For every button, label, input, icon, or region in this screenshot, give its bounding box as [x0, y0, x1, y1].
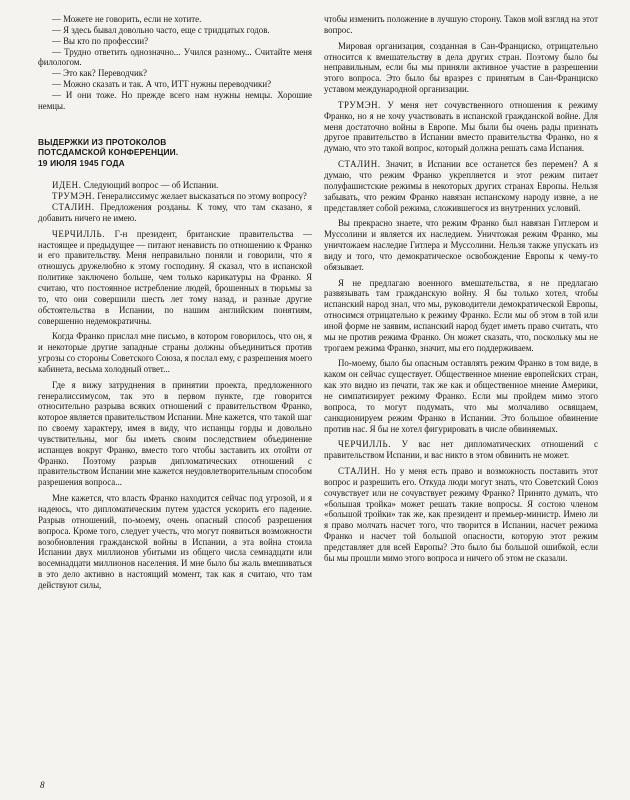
speaker-name: ЧЕРЧИЛЛЬ.: [52, 228, 106, 239]
speaker-name: ИДЕН.: [52, 180, 82, 191]
paragraph-text: Мне кажется, что власть Франко находится сейчас под угрозой, и я надеюсь, что дипломатическим путем удастся ускорить его падение. Разрыв отношений, по-моему, очень опасный способ разрешения вопроса. Кроме того, следует учесть, что могут появиться возможности возобновления гражданской войны в Испании, а эта война стоила Испании двух миллионов убитыми из общего числа семнадцати или восемнадцати миллионов населения. И мне было бы жаль вмешиваться в это дело активно в настоящий момент, так как я считаю, что там действуют силы,: [38, 493, 312, 590]
paragraph-text: Генералиссимус желает высказаться по этому вопросу?: [95, 191, 307, 202]
paragraph-text: Где я вижу затруднения в принятии проекта, предложенного генералиссимусом, так это в первом пункте, где говорится относительно разрыва всяких отношений с правительством Франко, которое является правительством Испании. Мне кажется, что такой шаг по своему характеру, имея в виду, что испанцы горды и довольно чувствительны, мог бы иметь своим последствием объединение испанцев вокруг Франко, вместо того чтобы заставить их отойти от Франко. Поэтому разрыв дипломатических отношений с правительством Испании мне кажется неудовлетворительным способом разрешения вопроса...: [38, 379, 312, 488]
protocol-paragraph: [38, 202, 312, 224]
right-column: [324, 14, 598, 794]
paragraph-text: Но у меня есть право и возможность поставить этот вопрос и разрешить его. Откуда люди могут знать, что Советский Союз сочувствует или не сочувствует режиму Франко? Принято думать, что «большая тройка» может решать такие вопросы. Я состою членом «большой тройки» так же, как президент и премьер-министр. Имею ли я право молчать насчет того, что творится в Испании, насчет режима Франко и насчет той большой опасности, которую этот режим представляет для всей Европы? Это было бы большой ошибкой, если бы мы прошли мимо этого вопроса и ничего об этом не сказали.: [324, 466, 598, 563]
dialogue-line: — И они тоже. Но прежде всего нам нужны немцы. Хорошие немцы.: [38, 89, 312, 111]
dialogue-line: — Трудно ответить однозначно... Учился разному... Считайте меня филологом.: [38, 46, 312, 68]
speaker-name: СТАЛИН.: [338, 159, 381, 170]
paragraph-text: Когда Франко прислал мне письмо, в котором говорилось, что он, я и некоторые другие западные страны должны объединиться против угрозы со стороны Советского Союза, я послал ему, с разрешения моего кабинета, весьма холодный ответ...: [38, 331, 313, 374]
dialogue-line: — Вы кто по профессии?: [52, 35, 149, 46]
dialogue-line: — Можно сказать и так. А что, ИТТ нужны переводчики?: [52, 79, 272, 90]
protocol-paragraph: [38, 493, 312, 591]
heading-line: ВЫДЕРЖКИ ИЗ ПРОТОКОЛОВ: [38, 136, 167, 147]
paragraph-text: чтобы изменить положение в лучшую сторону. Таков мой взгляд на этот вопрос.: [324, 14, 598, 35]
heading-line: ПОТСДАМСКОЙ КОНФЕРЕНЦИИ.: [38, 147, 179, 158]
paragraph-text: Г-н президент, британские правительства — настоящее и предыдущее — питают ненависть по отношению к Франко и его правительству. Меня неправильно поняли и говорили, что я отношусь дружелюбно к этому господину. Я сказал, что в испанской политике заключено больше, чем только карикатуры на Франко. Я считаю, что постоянное истребление людей, брошенных в тюрьмы за то, что они совершили шесть лет тому назад, и разные другие обстоятельства в Испании, по нашим английским понятиям, совершенно недемократичны.: [38, 228, 312, 326]
section-heading: [38, 137, 312, 169]
paragraph-text: Мировая организация, созданная в Сан-Франциско, отрицательно относится к вмешательству в дела других стран. Поэтому было бы неправильным, если бы мы приняли активное участие в разрешении этого вопроса. Это было бы вразрез с принятым в Сан-Франциско уставом международной организации.: [324, 40, 598, 95]
paragraph-text: По-моему, было бы опасным оставлять режим Франко в том виде, в каком он сейчас существует. Общественное мнение европейских стран, как это видно из печати, так же как и общественное мнение Америки, не симпатизирует режиму Франко. Если мы пройдем мимо этого вопроса, то могут подумать, что мы молчаливо освящаем, санкционируем режим Франко в Испании. Это большое обвинение против нас. Я бы не хотел фигурировать в числе обвиняемых.: [324, 358, 598, 434]
dialogue-line: — Я здесь бывал довольно часто, еще с тридцатых годов.: [52, 24, 270, 35]
speaker-name: ТРУМЭН.: [52, 191, 95, 202]
paragraph-text: Следующий вопрос — об Испании.: [81, 180, 219, 191]
paragraph-text: У меня нет сочувственного отношения к режиму Франко, но я не хочу участвовать в испанской гражданской войне. Для меня достаточно войны в Европе. Мы были бы очень рады признать другое правительство в Испании вместо правительства Франко, но я думаю, что это такой вопрос, который должна решать сама Испания.: [324, 99, 598, 154]
protocol-paragraph: [38, 229, 312, 327]
dialogue-line: — Можете не говорить, если не хотите.: [52, 14, 202, 24]
protocol-paragraph: [38, 380, 312, 488]
speaker-name: СТАЛИН.: [338, 466, 381, 477]
document-page: [38, 14, 598, 794]
protocol-paragraph: [324, 358, 598, 434]
speaker-name: ТРУМЭН.: [338, 99, 381, 110]
dialogue-line: — Это как? Переводчик?: [52, 68, 147, 79]
paragraph-text: Значит, в Испании все останется без перемен? А я думаю, что режим Франко укрепляется и этот режим питает полуфашистские режимы в некоторых других странах Европы. Нельзя забывать, что режим Франко навязан испанскому народу извне, а не представляет собой режима, сложившегося из внутренних условий.: [324, 159, 598, 213]
protocol-paragraph: [38, 180, 312, 191]
paragraph-text: Предложения розданы. К тому, что там сказано, я добавить ничего не имею.: [38, 202, 312, 223]
dialogue-block: [38, 14, 312, 112]
protocol-paragraph: [324, 159, 598, 213]
protocol-paragraph: [324, 439, 598, 461]
protocol-paragraph: [324, 14, 598, 36]
paragraph-text: Вы прекрасно знаете, что режим Франко был навязан Гитлером и Муссолини и является их наследием. Уничтожая режим Франко, мы уничтожаем наследие Гитлера и Муссолини. Нельзя также упускать из виду и того, что демократическое освобождение Европы к чему-то обязывает.: [324, 218, 598, 272]
protocol-paragraph: [324, 466, 598, 564]
protocol-paragraph: [324, 218, 598, 272]
protocol-paragraph: [324, 41, 598, 95]
protocol-paragraph: [324, 278, 598, 354]
page-number: 8: [40, 780, 45, 790]
left-column: [38, 14, 312, 794]
heading-line: 19 ИЮЛЯ 1945 ГОДА: [38, 157, 125, 168]
paragraph-text: Я не предлагаю военного вмешательства, я не предлагаю развязывать там гражданскую войну. Я бы только хотел, чтобы испанский народ знал, что мы, руководители демократической Европы, относимся отрицательно к режиму Франко. Если мы об этом в той или иной форме не заявим, испанский народ будет иметь право считать, что мы не против режима Франко. Он может сказать, что, поскольку мы не трогаем режима Франко, значит, мы его поддерживаем.: [324, 277, 598, 353]
protocol-paragraph: [38, 331, 312, 374]
speaker-name: СТАЛИН.: [52, 202, 95, 213]
protocol-paragraph: [38, 191, 312, 202]
protocol-paragraph: [324, 100, 598, 154]
paragraph-text: У вас нет дипломатических отношений с правительством Испании, и вас никто в этом обвинить не может.: [324, 439, 598, 461]
speaker-name: ЧЕРЧИЛЛЬ.: [338, 439, 392, 450]
